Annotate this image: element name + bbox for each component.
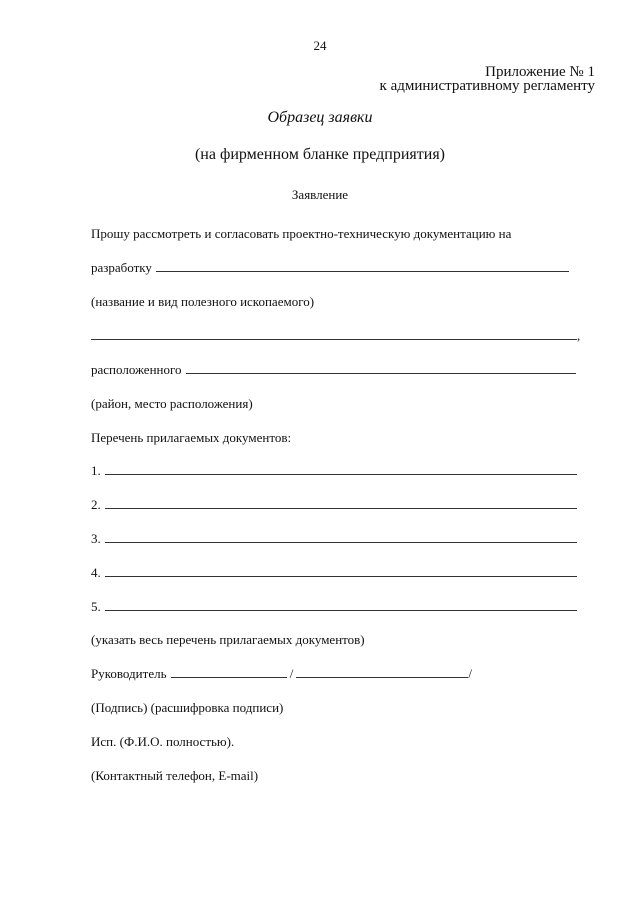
signature-field[interactable]	[171, 666, 287, 678]
statement-heading: Заявление	[291, 187, 349, 202]
request-intro: Прошу рассмотреть и согласовать проектно-техническую документацию на	[91, 226, 512, 241]
document-item-5	[91, 599, 577, 615]
location-row	[91, 362, 576, 378]
development-label: разработку	[91, 260, 152, 275]
document-item-field[interactable]	[105, 497, 577, 509]
mineral-continuation-row	[91, 328, 580, 344]
sample-title: Образец заявки	[267, 109, 373, 126]
appendix-number: Приложение № 1	[485, 64, 595, 80]
development-row	[91, 260, 569, 276]
document-item-number: 4.	[91, 565, 101, 580]
executor-line: Исп. (Ф.И.О. полностью).	[91, 734, 235, 749]
slash-open: /	[289, 666, 294, 681]
documents-heading: Перечень прилагаемых документов:	[91, 430, 292, 445]
signature-caption: (Подпись) (расшифровка подписи)	[91, 700, 284, 715]
document-item-number: 1.	[91, 463, 101, 478]
document-item-2	[91, 497, 577, 513]
document-item-number: 2.	[91, 497, 101, 512]
page-number: 24	[313, 38, 327, 53]
location-field[interactable]	[186, 362, 576, 374]
document-item-3	[91, 531, 577, 547]
document-item-field[interactable]	[105, 599, 577, 611]
appendix-header	[380, 65, 595, 93]
appendix-regulation: к административному регламенту	[379, 78, 595, 94]
mineral-note: (название и вид полезного ископаемого)	[91, 294, 315, 309]
location-note: (район, место расположения)	[91, 396, 253, 411]
document-item-field[interactable]	[105, 531, 577, 543]
contact-line: (Контактный телефон, E-mail)	[91, 768, 259, 783]
mineral-name-field[interactable]	[156, 260, 569, 272]
slash-close: /	[468, 666, 472, 681]
document-item-number: 3.	[91, 531, 101, 546]
signature-decode-field[interactable]	[296, 666, 468, 678]
located-label: расположенного	[91, 362, 182, 377]
document-item-field[interactable]	[105, 463, 577, 475]
trailing-comma: ,	[577, 328, 581, 343]
document-item-4	[91, 565, 577, 581]
document-item-number: 5.	[91, 599, 101, 614]
document-item-field[interactable]	[105, 565, 577, 577]
letterhead-note: (на фирменном бланке предприятия)	[194, 146, 446, 163]
signature-row	[91, 666, 472, 682]
head-label: Руководитель	[91, 666, 167, 681]
document-item-1	[91, 463, 577, 479]
documents-note: (указать весь перечень прилагаемых документов)	[91, 632, 365, 647]
mineral-continuation-field[interactable]	[91, 328, 577, 340]
